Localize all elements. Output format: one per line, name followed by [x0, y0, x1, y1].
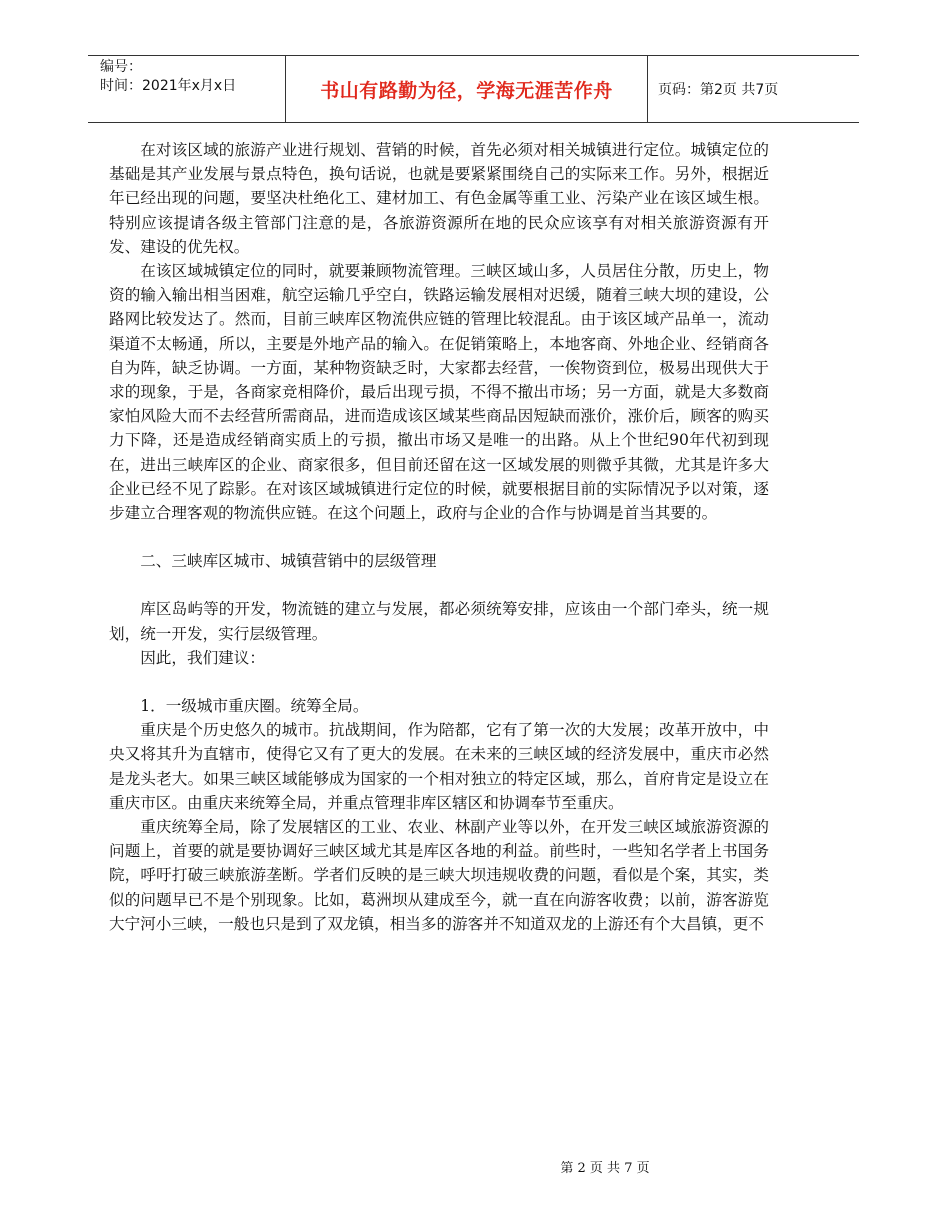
- section-heading: 二、三峡库区城市、城镇营销中的层级管理: [140, 552, 437, 571]
- paragraph-4: 因此，我们建议：: [140, 648, 265, 667]
- number-label: 编号：: [100, 59, 142, 75]
- document-body: [109, 138, 769, 936]
- page-header: [88, 55, 859, 123]
- header-page-label: 页码：第2页 共7页: [658, 82, 779, 98]
- header-meta: [88, 56, 286, 122]
- paragraph-5: 重庆是个历史悠久的城市。抗战期间，作为陪都，它有了第一次的大发展；改革开放中，中央又将其升为直辖市，使得它又有了更大的发展。在未来的三峡区域的经济发展中，重庆市必然是龙头老大。如果三峡区域能够成为国家的一个相对独立的特定区域，那么，首府肯定是设立在重庆市区。由重庆来统筹全局，并重点管理非库区辖区和协调奉节至重庆。: [109, 721, 769, 812]
- paragraph-3: 库区岛屿等的开发，物流链的建立与发展，都必须统筹安排，应该由一个部门牵头，统一规划，统一开发，实行层级管理。: [109, 600, 769, 643]
- paragraph-2: 在该区域城镇定位的同时，就要兼顾物流管理。三峡区域山多，人员居住分散，历史上，物资的输入输出相当困难，航空运输几乎空白，铁路运输发展相对迟缓，随着三峡大坝的建设，公路网比较发达了。然而，目前三峡库区物流供应链的管理比较混乱。由于该区域产品单一，流动渠道不太畅通，所以，主要是外地产品的输入。在促销策略上，本地客商、外地企业、经销商各自为阵，缺乏协调。一方面，某种物资缺乏时，大家都去经营，一俟物资到位，极易出现供大于求的现象，于是，各商家竞相降价，最后出现亏损，不得不撤出市场；另一方面，就是大多数商家怕风险大而不去经营所需商品，进而造成该区域某些商品因短缺而涨价，涨价后，顾客的购买力下降，还是造成经销商实质上的亏损，撤出市场又是唯一的出路。从上个世纪90年代初到现在，进出三峡库区的企业、商家很多，但目前还留在这一区域发展的则微乎其微，尤其是许多大企业已经不见了踪影。在对该区域城镇进行定位的时候，就要根据目前的实际情况予以对策，逐步建立合理客观的物流供应链。在这个问题上，政府与企业的合作与协调是首当其要的。: [109, 262, 769, 523]
- page-footer: 第 2 页 共 7 页: [560, 1161, 650, 1176]
- header-motto: 书山有路勤为径，学海无涯苦作舟: [286, 56, 648, 122]
- paragraph-1: 在对该区域的旅游产业进行规划、营销的时候，首先必须对相关城镇进行定位。城镇定位的基础是其产业发展与景点特色，换句话说，也就是要紧紧围绕自己的实际来工作。另外，根据近年已经出现的问题，要坚决杜绝化工、建材加工、有色金属等重工业、污染产业在该区域生根。特别应该提请各级主管部门注意的是，各旅游资源所在地的民众应该享有对相关旅游资源有开发、建设的优先权。: [109, 141, 769, 256]
- subheading-1: 1．一级城市重庆圈。统筹全局。: [140, 697, 369, 716]
- time-label: 时间：2021年x月x日: [100, 78, 237, 94]
- paragraph-6: 重庆统筹全局，除了发展辖区的工业、农业、林副产业等以外，在开发三峡区域旅游资源的问题上，首要的就是要协调好三峡区域尤其是库区各地的利益。前些时，一些知名学者上书国务院，呼吁打破三峡旅游垄断。学者们反映的是三峡大坝违规收费的问题，看似是个案，其实，类似的问题早已不是个别现象。比如，葛洲坝从建成至今，就一直在向游客收费；以前，游客游览大宁河小三峡，一般也只是到了双龙镇，相当多的游客并不知道双龙的上游还有个大昌镇，更不: [109, 818, 769, 933]
